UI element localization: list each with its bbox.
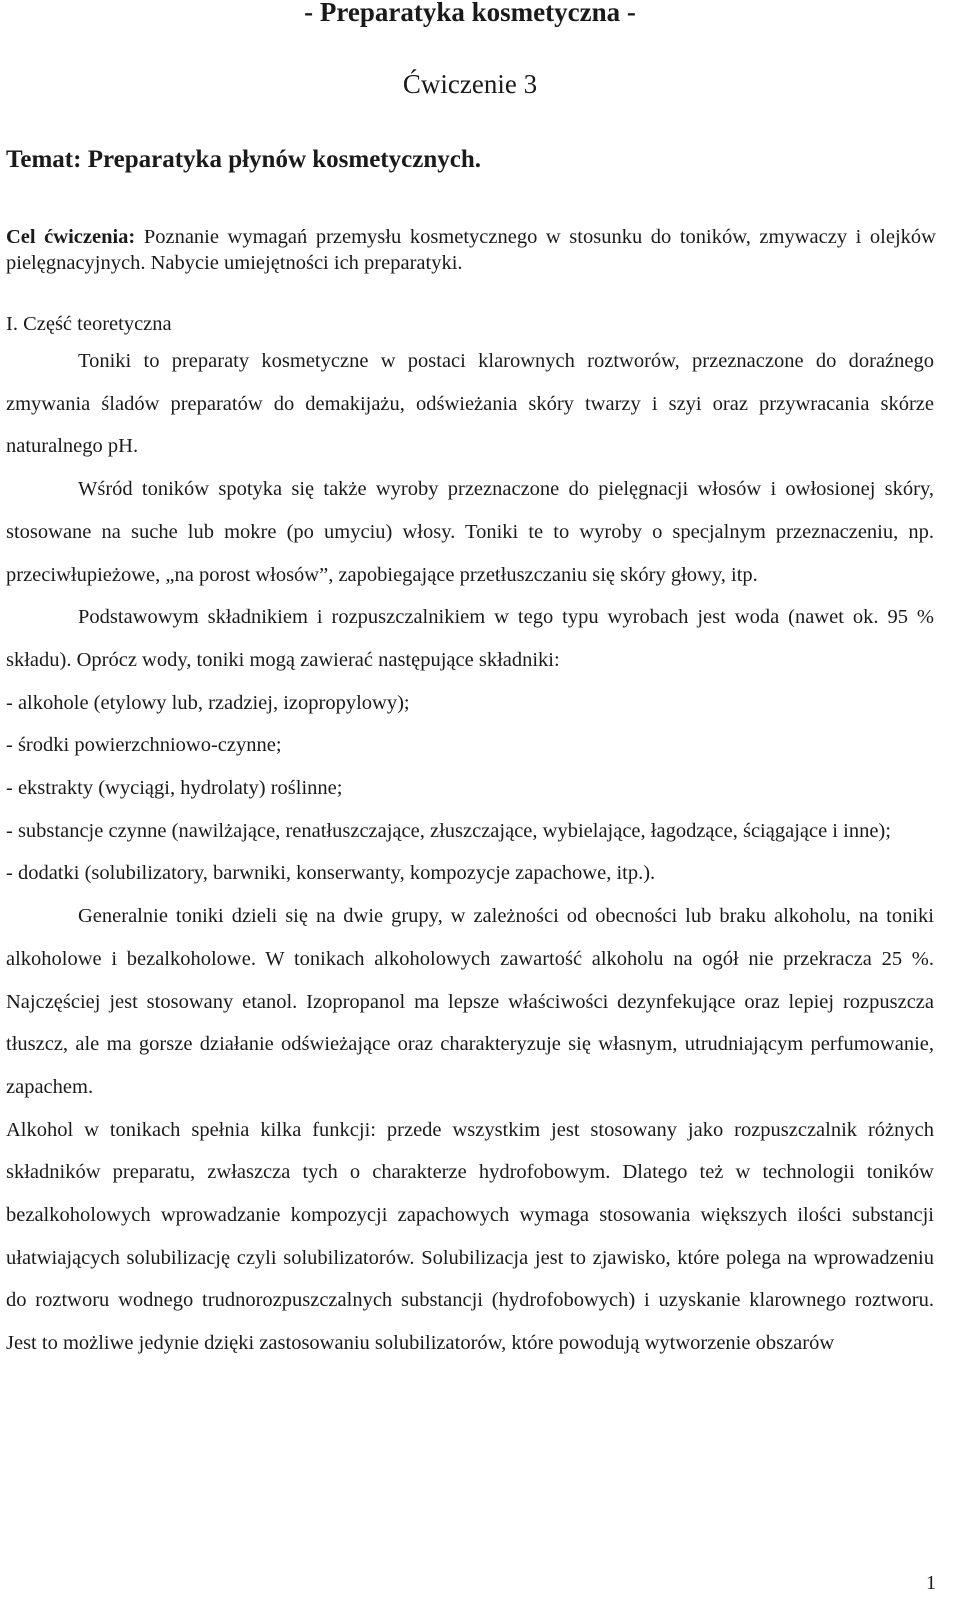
exercise-title: Ćwiczenie 3 — [402, 69, 538, 99]
body-text — [6, 340, 934, 1365]
paragraph-toniki-definition: Toniki to preparaty kosmetyczne w postaci klarownych roztworów, przeznaczone do doraźnego zmywania śladów preparatów do demakijażu, odświeżania skóry twarzy i szyi oraz przywracania skórze naturalnego pH. — [6, 350, 934, 458]
paragraph-hair-tonics: Wśród toników spotyka się także wyroby przeznaczone do pielęgnacji włosów i owłosionej skóry, stosowane na suche lub mokre (po umyciu) włosy. Toniki te to wyroby o specjalnym przeznaczeniu, np. przeciwłupieżowe, „na porost włosów”, zapobiegające przetłuszczaniu się skóry głowy, itp. — [6, 478, 934, 586]
paragraph-alcohol-functions: Alkohol w tonikach spełnia kilka funkcji: przede wszystkim jest stosowany jako rozpuszczalnik różnych składników preparatu, zwłaszcza tych o charakterze hydrofobowym. Dlatego też w technologii toników bezalkoholowych wprowadzanie kompozycji zapachowych wymaga stosowania większych ilości substancji ułatwiających solubilizację czyli solubilizatorów. Solubilizacja jest to zjawisko, które polega na wprowadzeniu do roztworu wodnego trudnorozpuszczalnych substancji (hydrofobowych) i uzyskanie klarownego roztworu. Jest to możliwe jedynie dzięki zastosowaniu solubilizatorów, które powodują wytworzenie obszarów — [6, 1118, 934, 1355]
paragraph-tonic-groups: Generalnie toniki dzieli się na dwie grupy, w zależności od obecności lub braku alkoholu, na toniki alkoholowe i bezalkoholowe. W tonikach alkoholowych zawartość alkoholu na ogół nie przekracza 25 %. Najczęściej jest stosowany etanol. Izopropanol ma lepsze właściwości dezynfekujące oraz lepiej rozpuszcza tłuszcz, ale ma gorsze działanie odświeżające oraz charakteryzuje się własnym, utrudniającym perfumowanie, zapachem. — [6, 905, 934, 1098]
goal-paragraph — [6, 224, 936, 276]
goal-text: Poznanie wymagań przemysłu kosmetycznego w stosunku do toników, zmywaczy i olejków pielęgnacyjnych. Nabycie umiejętności ich preparatyki. — [6, 226, 936, 274]
paragraph-ingredients-intro: Podstawowym składnikiem i rozpuszczalnikiem w tego typu wyrobach jest woda (nawet ok. 95 % składu). Oprócz wody, toniki mogą zawierać następujące składniki: — [6, 606, 934, 671]
list-item: - substancje czynne (nawilżające, renatłuszczające, złuszczające, wybielające, łagodzące, ściągające i inne); — [6, 819, 891, 842]
list-item: - ekstrakty (wyciągi, hydrolaty) roślinne; — [6, 777, 343, 800]
section-heading: I. Część teoretyczna — [6, 313, 172, 335]
list-item: - środki powierzchniowo-czynne; — [6, 734, 282, 757]
topic-heading: Temat: Preparatyka płynów kosmetycznych. — [6, 146, 481, 173]
ingredients-list — [6, 682, 934, 896]
page-number: 1 — [926, 1572, 936, 1594]
list-item: - dodatki (solubilizatory, barwniki, konserwanty, kompozycje zapachowe, itp.). — [6, 862, 656, 885]
list-item: - alkohole (etylowy lub, rzadziej, izopropylowy); — [6, 691, 410, 714]
course-title: - Preparatyka kosmetyczna - — [304, 0, 636, 27]
goal-label: Cel ćwiczenia: — [6, 226, 136, 248]
